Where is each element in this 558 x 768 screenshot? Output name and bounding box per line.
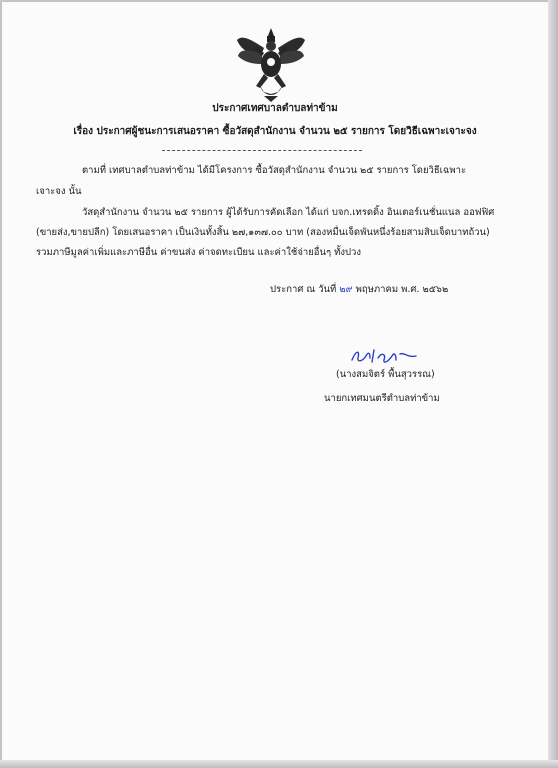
scan-edge-bottom xyxy=(0,760,558,768)
paragraph-1-line-1: ตามที่ เทศบาลตำบลท่าข้าม ได้มีโครงการ ซื้อวัสดุสำนักงาน จำนวน ๒๕ รายการ โดยวิธีเฉพาะ xyxy=(82,165,467,176)
document-subject: เรื่อง ประกาศผู้ชนะการเสนอราคา ซื้อวัสดุสำนักงาน จำนวน ๒๕ รายการ โดยวิธีเฉพาะเจาะจง xyxy=(73,126,477,137)
dashed-divider xyxy=(162,150,362,151)
announce-month-year: พฤษภาคม พ.ศ. ๒๕๖๒ xyxy=(355,284,449,295)
signatory-name: (นางสมจิตร์ พื้นสุวรรณ) xyxy=(336,369,435,380)
document-org-title: ประกาศเทศบาลตำบลท่าข้าม xyxy=(212,103,338,114)
paragraph-2-line-1: วัสดุสำนักงาน จำนวน ๒๕ รายการ ผู้ได้รับการคัดเลือก ได้แก่ บจก.เทรดดิ้ง อินเตอร์เนชั่นแนล ออฟฟิศ xyxy=(82,207,495,218)
garuda-emblem-icon xyxy=(234,26,308,104)
scan-edge-right xyxy=(548,0,558,768)
signature-mark xyxy=(348,344,420,368)
signatory-position: นายกเทศมนตรีตำบลท่าข้าม xyxy=(324,393,440,404)
announce-day: ๒๙ xyxy=(339,284,353,295)
paragraph-2-line-2: (ขายส่ง,ขายปลีก) โดยเสนอราคา เป็นเงินทั้งสิ้น ๒๗,๑๓๗.๐๐ บาท (สองหมื่นเจ็ดพันหนึ่งร้อยสามสิบเจ็ดบาทถ้วน) xyxy=(36,227,490,238)
document-page xyxy=(2,2,548,764)
announce-prefix: ประกาศ ณ วันที่ xyxy=(270,284,337,295)
paragraph-2-line-3: รวมภาษีมูลค่าเพิ่มและภาษีอื่น ค่าขนส่ง ค่าจดทะเบียน และค่าใช้จ่ายอื่นๆ ทั้งปวง xyxy=(36,247,362,258)
announce-date xyxy=(270,284,448,296)
paragraph-1-line-2: เจาะจง นั้น xyxy=(36,186,82,197)
